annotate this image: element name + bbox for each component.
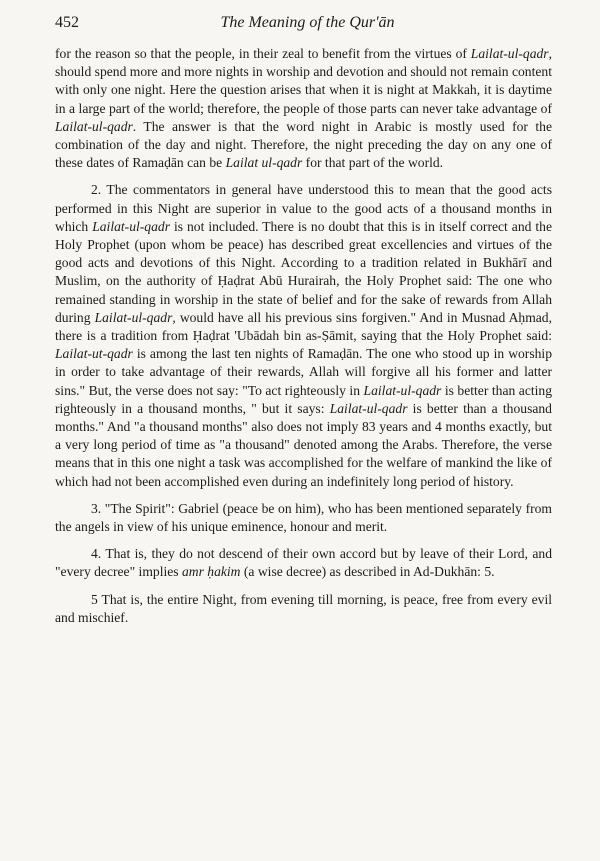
page-number: 452 — [55, 14, 79, 31]
note-3: 3. "The Spirit": Gabriel (peace be on him), who has been mentioned separately from the angels in view of his unique eminence, honour and merit. — [55, 500, 552, 535]
paragraph-continuation: for the reason so that the people, in their zeal to benefit from the virtues of Lailat-ul-qadr, should spend more and more nights in worship and devotion and should not remain content with only one night. Here the question arises that when it is night at Makkah, it is daytime in a large part of the world; therefore, the people of those parts can never take advantage of Lailat-ul-qadr. The answer is that the word night in Arabic is mostly used for the combination of the day and night. Therefore, the night preceding the day on any one of these dates of Ramaḍān can be Lailat ul-qadr for that part of the world. — [55, 46, 552, 171]
page-body — [55, 45, 552, 627]
note-2: 2. The commentators in general have understood this to mean that the good acts performed in this Night are superior in value to the good acts of a thousand months in which Lailat-ul-qadr is not included. There is no doubt that this is in itself correct and the Holy Prophet (upon whom be peace) has described great excellencies and virtues of the good acts and devotions of this Night. According to a tradition related in Bukhārī and Muslim, on the authority of Ḥaḍrat Abū Hurairah, the Holy Prophet said: The one who remained standing in worship in the state of belief and for the sake of rewards from Allah during Lailat-ul-qadr, would have all his previous sins forgiven." And in Musnad Aḥmad, there is a tradition from Ḥaḍrat 'Ubādah bin as-Ṣāmit, saying that the Holy Prophet said: Lailat-ut-qadr is among the last ten nights of Ramaḍān. The one who stood up in worship in order to take advantage of their rewards, Allah will forgive all his former and latter sins." But, the verse does not say: "To act righteously in Lailat-ul-qadr is better than acting righteously in a thousand months, " but it says: Lailat-ul-qadr is better than a thousand months." And "a thousand months" also does not imply 83 years and 4 months exactly, but a very long period of time as "a thousand" denoted among the Arabs. Therefore, the verse means that in this one night a task was accomplished for the welfare of mankind the like of which had not been accomplished even during an indefinitely long period of history. — [55, 182, 553, 489]
note-4: 4. That is, they do not descend of their own accord but by leave of their Lord, and "every decree" implies amr ḥakim (a wise decree) as described in Ad-Dukhān: 5. — [55, 546, 552, 580]
page-header — [55, 14, 560, 36]
note-5: 5 That is, the entire Night, from evening till morning, is peace, free from every evil and mischief. — [55, 591, 552, 625]
running-title: The Meaning of the Qur'ān — [220, 14, 395, 31]
